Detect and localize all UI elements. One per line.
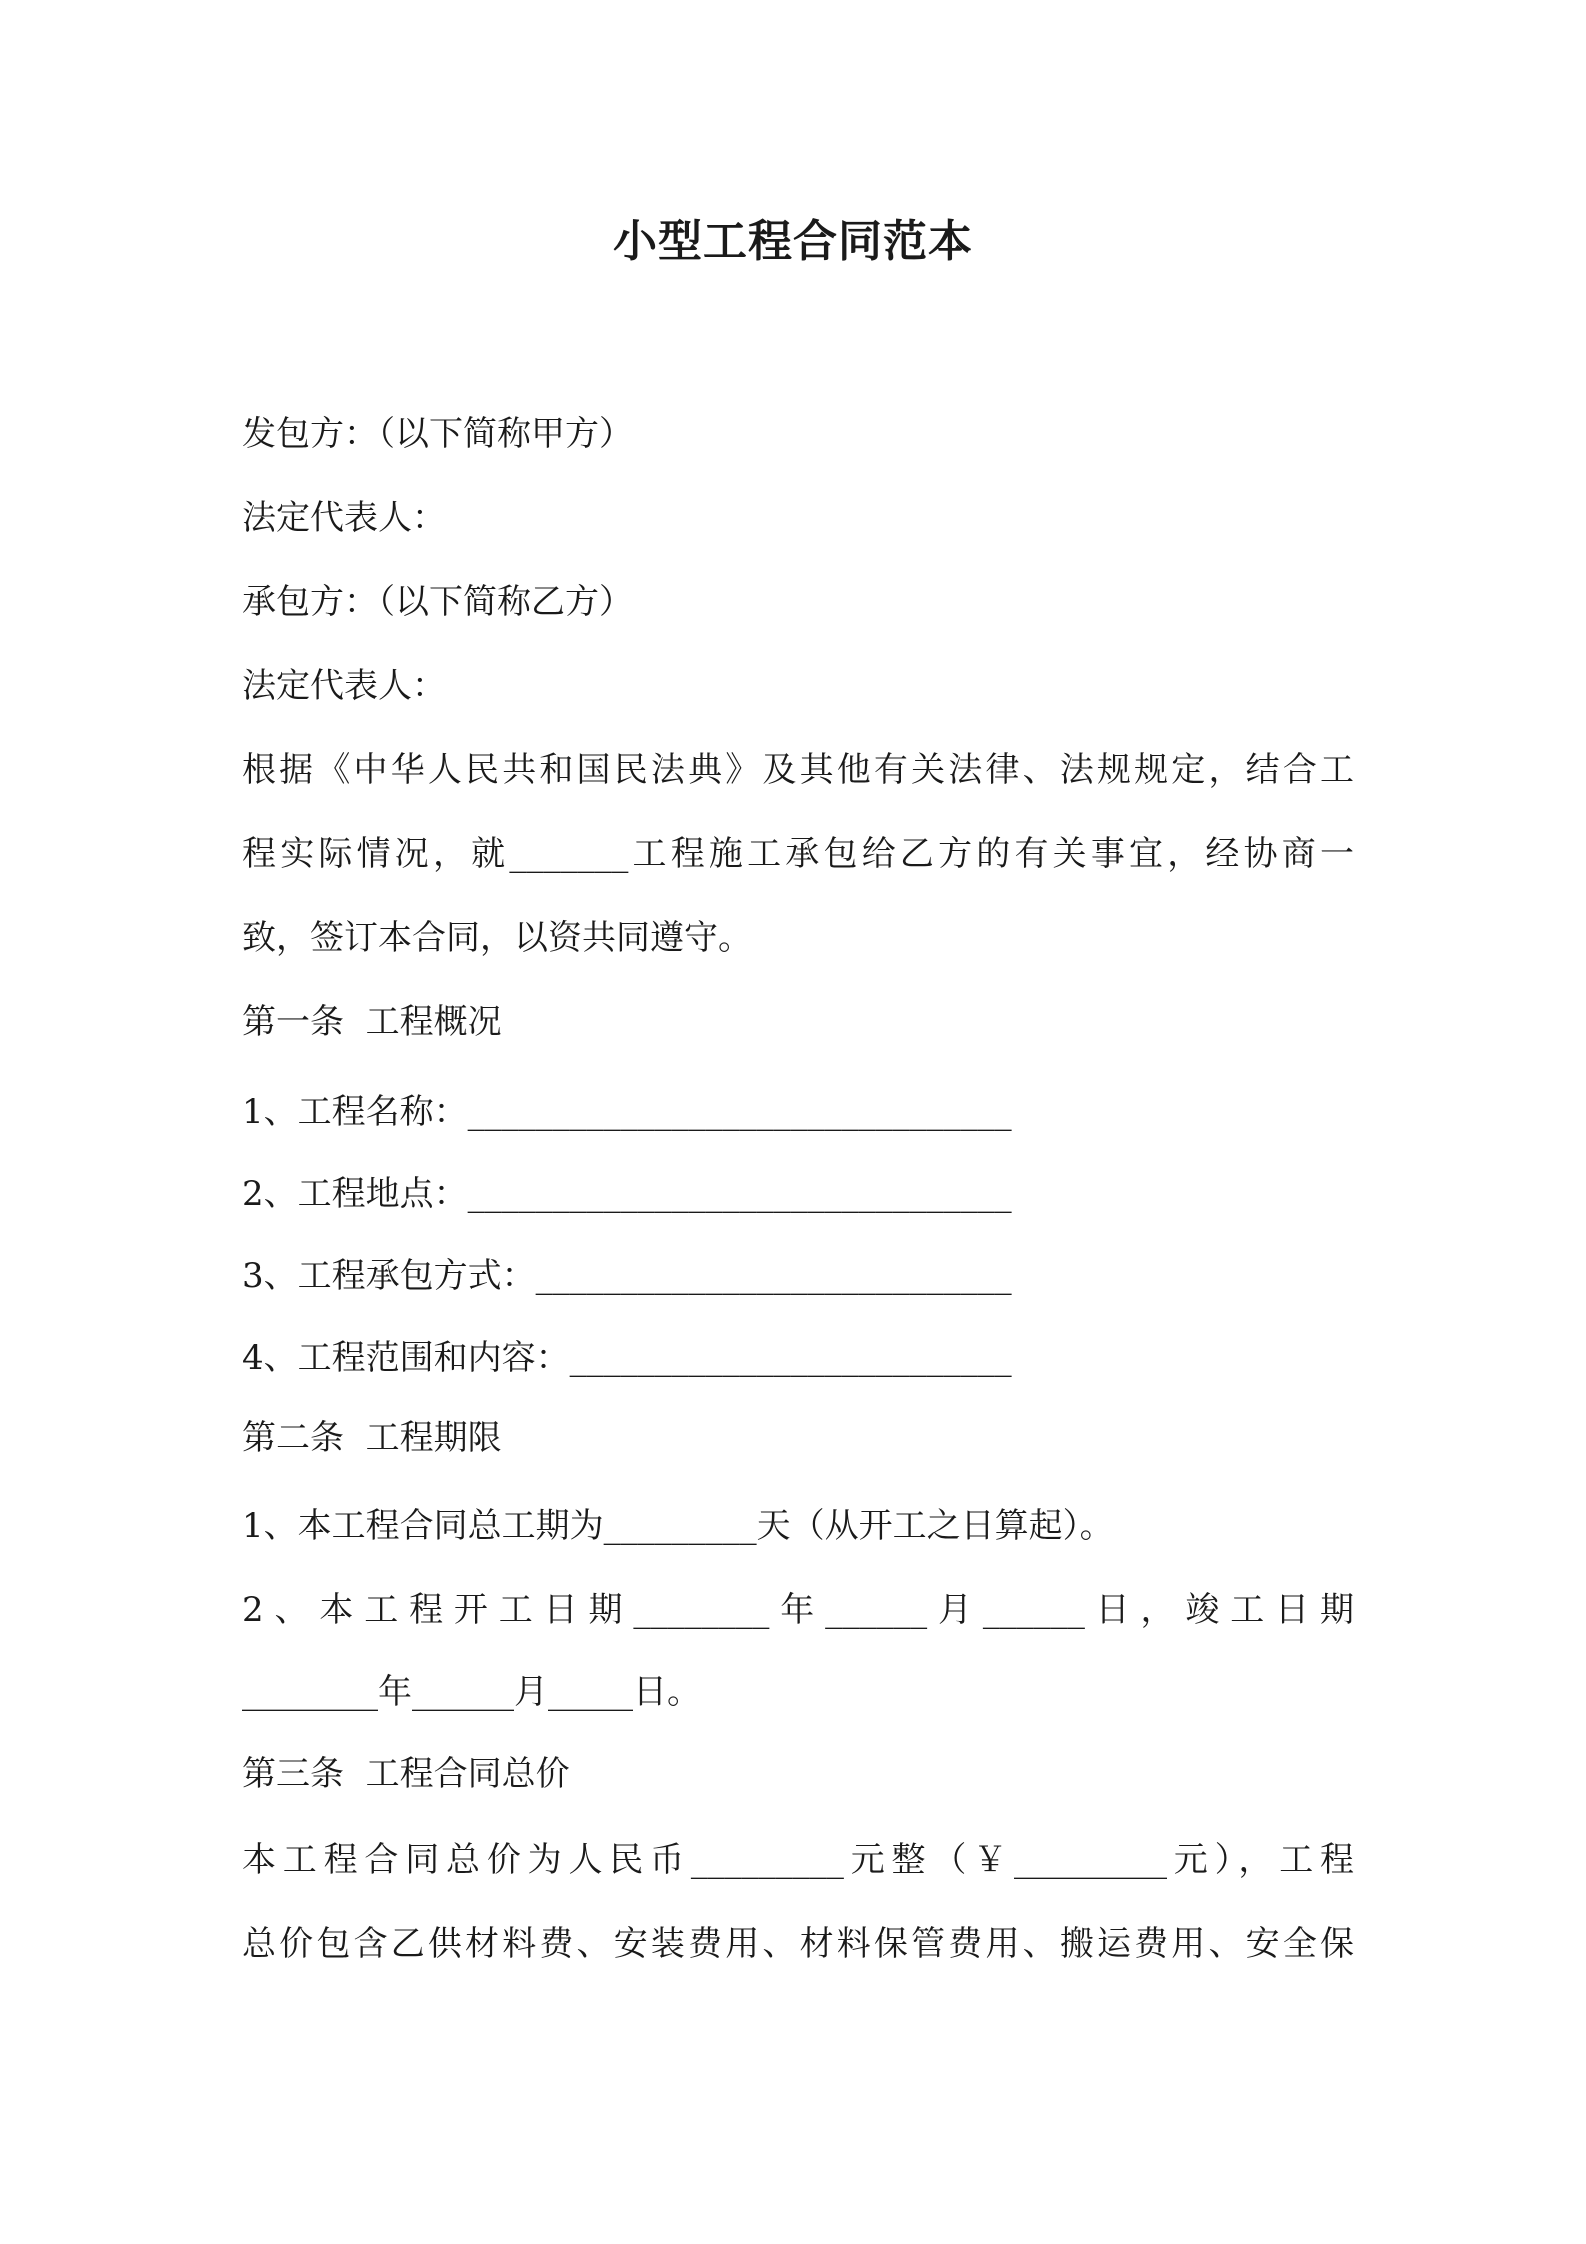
document-title: 小型工程合同范本	[613, 216, 973, 267]
total-duration-line: 1、本工程合同总工期为_________天（从开工之日算起）。	[242, 1506, 1114, 1546]
article-2-heading: 第二条 工程期限	[242, 1418, 502, 1458]
project-location-field: 2、工程地点：________________________________	[242, 1174, 1012, 1214]
contract-price-line-1: 本工程合同总价为人民币_________元整（￥_________元），工程	[242, 1840, 1354, 1880]
party-b-representative-line: 法定代表人：	[242, 666, 446, 706]
article-3-heading: 第三条 工程合同总价	[242, 1754, 570, 1794]
party-a-representative-line: 法定代表人：	[242, 498, 446, 538]
schedule-dates-line-2: ________年______月_____日。	[242, 1672, 701, 1712]
preamble-line-3: 致，签订本合同，以资共同遵守。	[242, 918, 752, 958]
party-b-line: 承包方：（以下简称乙方）	[242, 582, 633, 622]
project-scope-field: 4、工程范围和内容：__________________________	[242, 1338, 1012, 1378]
preamble-line-1: 根据《中华人民共和国民法典》及其他有关法律、法规规定，结合工	[242, 750, 1354, 790]
project-name-field: 1、工程名称：________________________________	[242, 1092, 1012, 1132]
schedule-dates-line-1: 2、本工程开工日期________年______月______日，竣工日期	[242, 1590, 1354, 1630]
preamble-line-2: 程实际情况，就_______工程施工承包给乙方的有关事宜，经协商一	[242, 834, 1354, 874]
party-a-line: 发包方：（以下简称甲方）	[242, 414, 633, 454]
article-1-heading: 第一条 工程概况	[242, 1002, 502, 1042]
contract-method-field: 3、工程承包方式：____________________________	[242, 1256, 1012, 1296]
contract-price-line-2: 总价包含乙供材料费、安装费用、材料保管费用、搬运费用、安全保	[242, 1924, 1354, 1964]
